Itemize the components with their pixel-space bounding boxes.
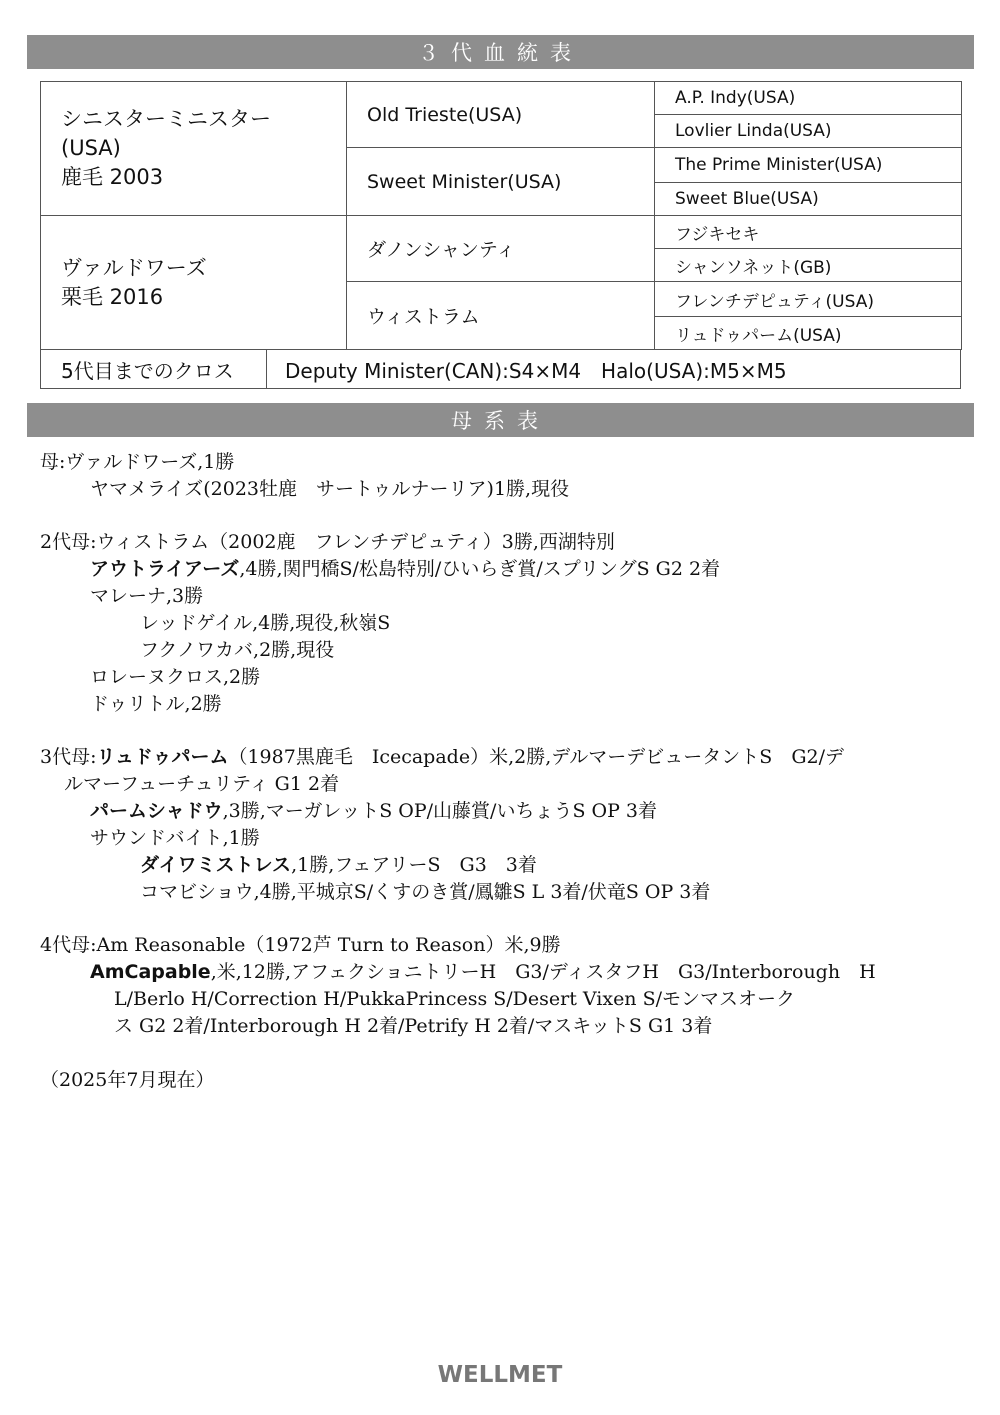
- dam-line-16: 4代母:Am Reasonable（1972芦 Turn to Reason）米,9勝: [40, 934, 561, 956]
- ggp-cell-1: A.P. Indy(USA): [655, 82, 962, 115]
- sire-dam-cell: Sweet Minister(USA): [347, 148, 655, 216]
- pedigree-header: [27, 35, 974, 69]
- dam-line-14: [140, 852, 537, 878]
- dam-line-19: ス G2 2着/Interborough H 2着/Petrify H 2着/マスキットS G1 3着: [114, 1015, 713, 1037]
- ggp-cell-8: リュドゥパーム(USA): [655, 317, 962, 350]
- dam-line-18: L/Berlo H/Correction H/PukkaPrincess S/Desert Vixen S/モンマスオーク: [114, 988, 796, 1010]
- wellmet-logo: [0, 1362, 1000, 1388]
- cross-value: Deputy Minister(CAN):S4×M4 Halo(USA):M5×M5: [285, 358, 787, 383]
- dam-line-13: サウンドバイト,1勝: [90, 827, 260, 849]
- dam-line-14-rest: ,1勝,フェアリーS G3 3着: [291, 854, 537, 876]
- pedigree-header-title: ３代血統表: [418, 41, 583, 65]
- ggp-cell-7: フレンチデピュティ(USA): [655, 282, 962, 317]
- horse-name-daiwa-mistress: ダイワミストレス: [140, 854, 292, 876]
- horse-name-amcapable: AmCapable: [90, 961, 211, 983]
- dam-line-17-rest: ,米,12勝,アフェクショニトリーH G3/ディスタフH G3/Interborough H: [210, 961, 876, 983]
- dam-line-4: [90, 556, 720, 582]
- horse-name-komabishou: コマビショウ: [140, 881, 254, 903]
- dam-sire-cell: ダノンシャンティ: [347, 216, 655, 282]
- horse-name-palm-shadow: パームシャドウ: [90, 800, 223, 822]
- sire-info: 鹿毛 2003: [61, 165, 164, 189]
- dam-line-4-rest: ,4勝,関門橋S/松島特別/ひいらぎ賞/スプリングS G2 2着: [239, 558, 721, 580]
- dam-line-header: [27, 403, 974, 437]
- dam-name: ヴァルドワーズ: [61, 255, 207, 280]
- cross-row: [40, 350, 961, 389]
- dam-line-12: [90, 798, 657, 824]
- dam-line-11: ルマーフューチュリティ G1 2着: [64, 773, 340, 795]
- dam-line-12-rest: ,3勝,マーガレットS OP/山藤賞/いちょうS OP 3着: [222, 800, 657, 822]
- dam-info: 栗毛 2016: [61, 284, 164, 309]
- sire-name: シニスターミニスター: [61, 107, 271, 131]
- sire-cell: [41, 82, 347, 216]
- sire-sire-cell: Old Trieste(USA): [347, 82, 655, 148]
- ggp-cell-2: Lovlier Linda(USA): [655, 115, 962, 148]
- dam-line-7: フクノワカバ,2勝,現役: [140, 639, 335, 661]
- dam-line-3: 2代母:ウィストラム（2002鹿 フレンチデピュティ）3勝,西湖特別: [40, 531, 615, 553]
- dam-line-10-rest: （1987黒鹿毛 Icecapade）米,2勝,デルマーデビュータントS G2/デ: [228, 746, 844, 768]
- dam-line-header-title: 母系表: [451, 409, 550, 433]
- dam-cell: [41, 216, 347, 350]
- ggp-cell-6: シャンソネット(GB): [655, 249, 962, 282]
- ggp-cell-4: Sweet Blue(USA): [655, 183, 962, 216]
- dam-line-2: ヤマメライズ(2023牡鹿 サートゥルナーリア)1勝,現役: [90, 478, 570, 500]
- horse-name-rue-de-palme: リュドゥパーム: [96, 746, 229, 768]
- sire-origin: (USA): [61, 136, 121, 160]
- dam-line-10: [40, 744, 844, 770]
- dam-line-9: ドゥリトル,2勝: [90, 693, 222, 715]
- dam-line-1: 母:ヴァルドワーズ,1勝: [40, 451, 235, 473]
- dam-line-15: [140, 879, 710, 905]
- as-of-date: （2025年7月現在）: [40, 1069, 215, 1091]
- pedigree-table: [40, 81, 962, 350]
- dam-line-10-prefix: 3代母:: [40, 746, 97, 768]
- dam-line-15-rest: ,4勝,平城京S/くすのき賞/鳳雛S L 3着/伏竜S OP 3着: [253, 881, 711, 903]
- wellmet-logo-text: WELLMET: [437, 1362, 563, 1388]
- cross-label: 5代目までのクロス: [41, 350, 267, 388]
- horse-name-outliers: アウトライアーズ: [90, 558, 240, 580]
- dam-line-8: ロレーヌクロス,2勝: [90, 666, 261, 688]
- ggp-cell-3: The Prime Minister(USA): [655, 148, 962, 183]
- dam-line-17: [90, 959, 876, 985]
- ggp-cell-5: フジキセキ: [655, 216, 962, 249]
- dam-line-5: マレーナ,3勝: [90, 585, 204, 607]
- dam-dam-cell: ウィストラム: [347, 282, 655, 350]
- dam-line-6: レッドゲイル,4勝,現役,秋嶺S: [140, 612, 391, 634]
